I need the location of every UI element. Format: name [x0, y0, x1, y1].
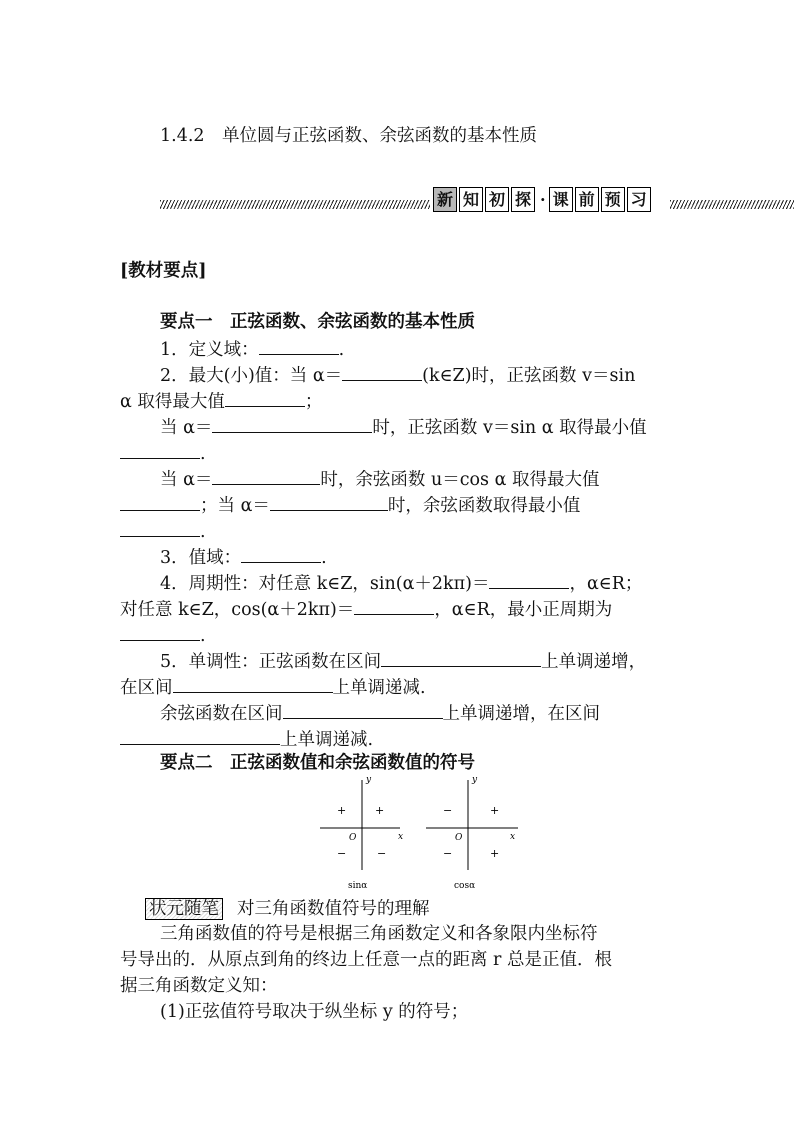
- blank: [259, 336, 339, 355]
- banner-char: 课: [549, 187, 573, 212]
- axis-label-x: x: [398, 832, 404, 842]
- blank: [120, 622, 200, 641]
- quadrant-sign-diagrams: [310, 772, 530, 894]
- blank: [283, 700, 443, 719]
- q4-sign: +: [490, 847, 500, 860]
- blank: [173, 674, 333, 693]
- note-heading: 对三角函数值符号的理解: [237, 899, 430, 919]
- banner-char: 知: [459, 187, 483, 212]
- note-list-item: (1)正弦值符号取决于纵坐标 y 的符号；: [160, 1002, 469, 1022]
- note-paragraph-line: 号导出的．从原点到角的终边上任意一点的距离 r 总是正值．根: [120, 950, 612, 970]
- axis-label-y: y: [366, 775, 372, 785]
- blank: [354, 596, 434, 615]
- sin-min-blank-line: .: [120, 440, 206, 467]
- q1-sign: +: [375, 804, 385, 817]
- blank: [225, 388, 305, 407]
- point1-heading: 要点一 正弦函数、余弦函数的基本性质: [160, 312, 475, 332]
- banner-char: 前: [575, 187, 599, 212]
- banner-char: 初: [485, 187, 509, 212]
- blank: [120, 726, 280, 745]
- banner-char: 预: [601, 187, 625, 212]
- blank: [342, 362, 422, 381]
- section-banner: [433, 186, 653, 213]
- q3-sign: −: [443, 847, 453, 860]
- blank: [489, 570, 569, 589]
- q1-sign: +: [490, 804, 500, 817]
- diagram-caption: cosα: [454, 881, 476, 891]
- note-heading-line: [145, 896, 430, 922]
- cos-min-blank-line: .: [120, 518, 206, 545]
- monotonic-sin-line: 5．单调性：正弦函数在区间 上单调递增，: [160, 648, 646, 675]
- domain-line: 1．定义域： .: [160, 336, 344, 363]
- blank: [241, 544, 321, 563]
- hatch-divider-left: [160, 200, 430, 209]
- cos-min-line: ；当 α＝ 时，余弦函数取得最小值: [120, 492, 580, 519]
- axis-label-x: x: [510, 832, 516, 842]
- origin-label: O: [455, 833, 463, 843]
- cos-diagram: [426, 775, 518, 891]
- monotonic-cos-dec-line: 上单调递减.: [120, 726, 373, 753]
- max-value-line: α 取得最大值 ；: [120, 388, 322, 415]
- note-stamp: 状元随笔: [145, 898, 223, 920]
- hatch-divider-right: [670, 200, 794, 209]
- point2-heading: 要点二 正弦函数值和余弦函数值的符号: [160, 753, 475, 773]
- blank: [120, 492, 200, 511]
- banner-char: 新: [433, 187, 457, 212]
- q2-sign: −: [443, 804, 453, 817]
- note-paragraph-line: 三角函数值的符号是根据三角函数定义和各象限内坐标符: [160, 924, 598, 944]
- sin-diagram: [320, 775, 403, 891]
- sin-min-line: 当 α＝ 时，正弦函数 v＝sin α 取得最小值: [160, 414, 647, 441]
- period-cos-line: 对任意 k∈Z，cos(α＋2kπ)＝ ，α∈R，最小正周期为: [120, 596, 612, 623]
- blank: [120, 518, 200, 537]
- blank: [381, 648, 541, 667]
- section-heading: [教材要点]: [120, 261, 207, 281]
- monotonic-cos-line: 余弦函数在区间 上单调递增，在区间: [160, 700, 600, 727]
- range-line: 3．值域： .: [160, 544, 327, 571]
- q3-sign: −: [337, 847, 347, 860]
- axis-label-y: y: [472, 775, 478, 785]
- origin-label: O: [349, 833, 357, 843]
- banner-separator: ·: [540, 190, 546, 209]
- monotonic-sin-dec-line: 在区间 上单调递减.: [120, 674, 426, 701]
- q4-sign: −: [377, 847, 387, 860]
- period-blank-line: .: [120, 622, 206, 649]
- note-paragraph-line: 据三角函数定义知：: [120, 976, 278, 996]
- q2-sign: +: [337, 804, 347, 817]
- page-title: 1.4.2 单位圆与正弦函数、余弦函数的基本性质: [160, 126, 538, 146]
- blank: [270, 492, 388, 511]
- banner-char: 探: [511, 187, 535, 212]
- blank: [212, 466, 320, 485]
- blank: [212, 414, 372, 433]
- period-sin-line: 4．周期性：对任意 k∈Z，sin(α＋2kπ)＝ ，α∈R；: [160, 570, 642, 597]
- max-min-line: 2．最大(小)值：当 α＝ (k∈Z)时，正弦函数 v＝sin: [160, 362, 635, 389]
- cos-max-line: 当 α＝ 时，余弦函数 u＝cos α 取得最大值: [160, 466, 599, 493]
- banner-char: 习: [627, 187, 651, 212]
- diagram-caption: sinα: [348, 881, 368, 891]
- blank: [120, 440, 200, 459]
